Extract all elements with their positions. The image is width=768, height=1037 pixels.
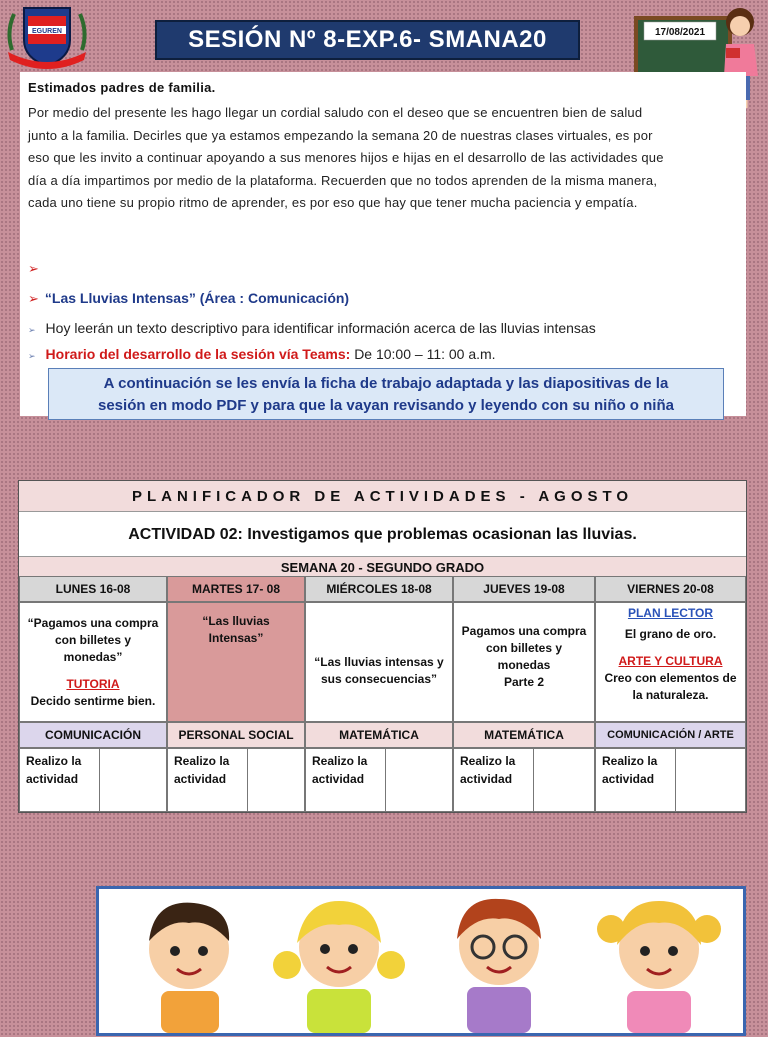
plan-lector-label: PLAN LECTOR xyxy=(627,606,714,620)
activity-line: “Las lluvias intensas y xyxy=(314,655,444,669)
done-cell-tuesday xyxy=(167,748,305,812)
topic-text: “Las Lluvias Intensas” (Área : Comunicación) xyxy=(44,290,350,306)
letter-line: Por medio del presente les hago llegar un cordial saludo con el deseo que se encuentren bien de salud xyxy=(28,105,643,120)
page-title: SESIÓN Nº 8-EXP.6- SMANA20 xyxy=(155,20,580,60)
day-header-tuesday: MARTES 17- 08 xyxy=(167,576,305,602)
today-line xyxy=(28,320,596,336)
arrow-bullet-icon: ➢ xyxy=(28,262,39,277)
crest-text: EGUREN xyxy=(32,28,62,35)
tutoria-label: TUTORIA xyxy=(66,676,120,691)
arte-cultura-label: ARTE Y CULTURA xyxy=(618,654,723,668)
activity-line: la naturaleza. xyxy=(632,688,709,702)
day-activity-friday xyxy=(595,602,746,722)
greeting: Estimados padres de familia. xyxy=(28,80,216,95)
area-wednesday: MATEMÁTICA xyxy=(305,722,453,748)
activity-title: ACTIVIDAD 02: Investigamos que problemas ocasionan las lluvias. xyxy=(128,526,637,543)
activity-line: sus consecuencias” xyxy=(320,672,438,686)
activity-line: Pagamos una compra xyxy=(461,624,587,638)
done-cell-monday xyxy=(19,748,167,812)
day-header-friday: VIERNES 20-08 xyxy=(595,576,746,602)
day-header-wednesday: MIÉRCOLES 18-08 xyxy=(305,576,453,602)
done-label: Realizo la actividad xyxy=(168,749,248,811)
day-activity-monday xyxy=(19,602,167,722)
topic-line xyxy=(28,290,349,307)
area-monday: COMUNICACIÓN xyxy=(19,722,167,748)
arrow-bullet-icon: ➢ xyxy=(28,292,39,307)
kids-illustration-panel xyxy=(96,886,746,1036)
area-thursday: MATEMÁTICA xyxy=(453,722,595,748)
done-cell-friday xyxy=(595,748,746,812)
letter-line: cada uno tiene su propio ritmo de aprender, es por eso que hay que tener mucha paciencia y empatía. xyxy=(28,195,638,210)
schedule-label: Horario del desarrollo de la sesión vía Teams: xyxy=(45,346,351,362)
kids-illustration xyxy=(99,889,743,1033)
activity-line: “Pagamos una compra xyxy=(27,615,159,630)
activity-line: monedas” xyxy=(63,649,123,664)
day-header-thursday: JUEVES 19-08 xyxy=(453,576,595,602)
day-header-monday: LUNES 16-08 xyxy=(19,576,167,602)
day-activity-tuesday xyxy=(167,602,305,722)
today-text: Hoy leerán un texto descriptivo para identificar información acerca de las lluvias intensas xyxy=(45,320,596,336)
school-crest-logo xyxy=(4,2,90,72)
letter-line: eso que les invito a continuar apoyando a sus menores hijos e hijas en el desarrollo de las actividades que xyxy=(28,150,664,165)
date-label: 17/08/2021 xyxy=(654,27,706,38)
week-row: SEMANA 20 - SEGUNDO GRADO xyxy=(19,556,746,577)
arrow-bullet-icon: ➢ xyxy=(28,351,36,361)
notice-box xyxy=(48,368,724,420)
done-label: Realizo la actividad xyxy=(454,749,534,811)
area-friday: COMUNICACIÓN / ARTE xyxy=(595,722,746,748)
area-tuesday: PERSONAL SOCIAL xyxy=(167,722,305,748)
activity-line: Parte 2 xyxy=(503,675,545,689)
schedule-value: De 10:00 – 11: 00 a.m. xyxy=(354,346,496,362)
done-cell-wednesday xyxy=(305,748,453,812)
done-label: Realizo la actividad xyxy=(596,749,676,811)
planner-heading: PLANIFICADOR DE ACTIVIDADES - AGOSTO xyxy=(19,481,746,512)
schedule-line xyxy=(28,346,496,362)
activity-line: Decido sentirme bien. xyxy=(30,693,156,708)
notice-line: A continuación se les envía la ficha de trabajo adaptada y las diapositivas de la xyxy=(103,375,669,392)
done-cell-thursday xyxy=(453,748,595,812)
activity-line: El grano de oro. xyxy=(624,627,717,641)
day-activity-thursday xyxy=(453,602,595,722)
arrow-bullet-icon: ➢ xyxy=(28,325,36,335)
done-label: Realizo la actividad xyxy=(20,749,100,811)
day-activity-wednesday xyxy=(305,602,453,722)
letter-line: día a día impartimos por medio de la plataforma. Recuerden que no todos aprenden de la misma manera, xyxy=(28,172,658,188)
activity-line: con billetes y xyxy=(485,641,563,655)
activity-line: Creo con elementos de xyxy=(604,671,737,685)
activity-line: con billetes y xyxy=(54,632,132,647)
done-label: Realizo la actividad xyxy=(306,749,386,811)
letter-line: junto a la familia. Decirles que ya estamos empezando la semana 20 de nuestras clases virtuales, es por xyxy=(28,127,653,143)
letter-body xyxy=(28,102,744,215)
activity-line: monedas xyxy=(497,658,551,672)
notice-line: sesión en modo PDF y para que la vayan revisando y leyendo con su niño o niña xyxy=(98,397,674,414)
activity-line: “Las lluvias Intensas” xyxy=(202,614,270,645)
